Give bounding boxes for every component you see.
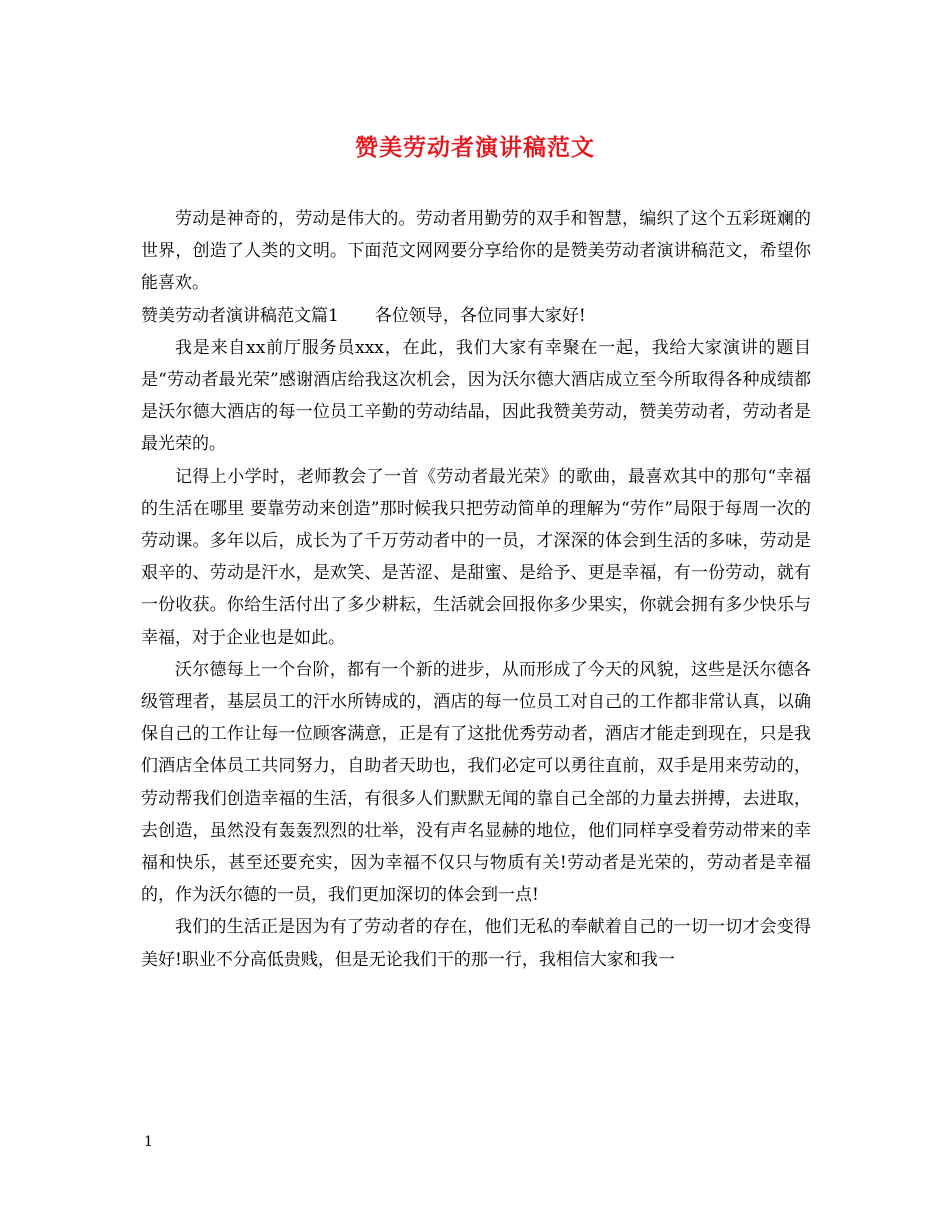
page-title: 赞美劳动者演讲稿范文	[355, 134, 595, 161]
greeting: 各位领导，各位同事大家好!	[374, 305, 586, 326]
section-heading: 赞美劳动者演讲稿范文篇1	[141, 305, 339, 326]
intro-paragraph: 劳动是神奇的，劳动是伟大的。劳动者用勤劳的双手和智慧，编织了这个五彩斑斓的世界，创造了人类的文明。下面范文网网要分享给你的是赞美劳动者演讲稿范文，希望你能喜欢。	[141, 209, 811, 294]
page-number: 1	[144, 1134, 153, 1150]
section-heading-line	[141, 300, 811, 332]
body-paragraph-3: 沃尔德每上一个台阶，都有一个新的进步，从而形成了今天的风貌，这些是沃尔德各级管理者，基层员工的汗水所铸成的，酒店的每一位员工对自己的工作都非常认真，以确保自己的工作让每一位顾客满意，正是有了这批优秀劳动者，酒店才能走到现在，只是我们酒店全体员工共同努力，自助者天助也，我们必定可以勇往直前，双手是用来劳动的，劳动帮我们创造幸福的生活，有很多人们默默无闻的靠自己全部的力量去拼搏，去进取，去创造，虽然没有轰轰烈烈的壮举，没有声名显赫的地位，他们同样享受着劳动带来的幸福和快乐，甚至还要充实，因为幸福不仅只与物质有关!劳动者是光荣的，劳动者是幸福的，作为沃尔德的一员，我们更加深切的体会到一点!	[141, 659, 811, 906]
body-paragraph-1: 我是来自xx前厅服务员xxx，在此，我们大家有幸聚在一起，我给大家演讲的题目是“劳动者最光荣”感谢酒店给我这次机会，因为沃尔德大酒店成立至今所取得各种成绩都是沃尔德大酒店的每一位员工辛勤的劳动结晶，因此我赞美劳动，赞美劳动者，劳动者是最光荣的。	[141, 337, 811, 455]
body-paragraph-4: 我们的生活正是因为有了劳动者的存在，他们无私的奉献着自己的一切一切才会变得美好!职业不分高低贵贱，但是无论我们干的那一行，我相信大家和我一	[141, 917, 811, 970]
document-body	[141, 203, 811, 976]
body-paragraph-2: 记得上小学时，老师教会了一首《劳动者最光荣》的歌曲，最喜欢其中的那句“幸福的生活在哪里 要靠劳动来创造”那时候我只把劳动简单的理解为“劳作”局限于每周一次的劳动课。多年以后，成长为了千万劳动者中的一员，才深深的体会到生活的多味，劳动是艰辛的、劳动是汗水，是欢笑、是苦涩、是甜蜜、是给予、更是幸福，有一份劳动，就有一份收获。你给生活付出了多少耕耘，生活就会回报你多少果实，你就会拥有多少快乐与幸福，对于企业也是如此。	[141, 466, 811, 648]
